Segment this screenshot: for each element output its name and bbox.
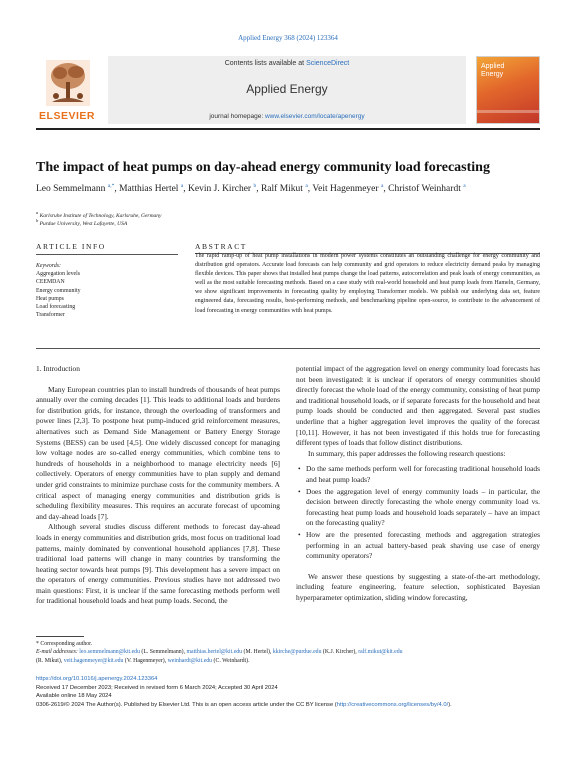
body-paragraph: We answer these questions by suggesting a state-of-the-art methodology, including feature engineering, feature selection, sophisticated Bayesian hyperparameter optimization, sliding window forecasting, bbox=[296, 571, 540, 602]
author[interactable]: Kevin J. Kircher $^b$ bbox=[188, 183, 257, 195]
list-item: • Does the aggregation level of energy community loads – in particular, the decision between directly forecasting the whole energy community load vs. forecasting heat pump loads and household loads separately – have an impact on the forecasting quality? bbox=[296, 487, 540, 529]
author[interactable]: Ralf Mikut $^a$ bbox=[260, 183, 308, 195]
list-item: • Do the same methods perform well for forecasting traditional household loads and heat pump loads? bbox=[296, 464, 540, 485]
keywords-label: Keywords: bbox=[36, 263, 61, 269]
affiliation: $^a$ Karlsruhe Institute of Technology, Karlsruhe, Germany bbox=[36, 210, 162, 219]
affiliation: $^b$ Purdue University, West Lafayette, USA bbox=[36, 218, 128, 227]
footnote-rule bbox=[36, 636, 84, 637]
article-title: The impact of heat pumps on day-ahead energy community load forecasting bbox=[36, 160, 490, 175]
keyword: Energy community bbox=[36, 287, 81, 294]
journal-reference[interactable]: Applied Energy 368 (2024) 123364 bbox=[238, 34, 338, 42]
email-addresses: E-mail addresses: leo.semmelmann@kit.edu (L. Semmelmann), matthias.hertel@kit.edu (M. Hertel), kkirche@purdue.edu (K.J. Kircher), ralf.mikut@kit.edu (R. Mikut), veit.hagenmeyer@kit.edu (V. Hagenmeyer), weinhardt@kit.edu (C. Weinhardt). bbox=[36, 649, 403, 664]
contents-line bbox=[108, 60, 466, 67]
body-column-right bbox=[296, 364, 540, 603]
homepage-prefix: journal homepage: bbox=[209, 113, 265, 120]
homepage-line bbox=[108, 113, 466, 120]
body-paragraph: Although several studies discuss different methods to forecast day-ahead loads in energy communities and distribution grids, most focus on traditional load patterns, mainly dominated by conventional household appliances [7,8]. These traditional load patterns will change in many countries by transforming the heating sector towards heat pumps [9]. This development has a severe impact on the operators of energy communities. Previous studies have not addressed two main questions: First, it is unclear if the same forecasting methods perform well for traditional household loads and heat pump loads. Second, the bbox=[36, 522, 280, 606]
section-heading-introduction: 1. Introduction bbox=[36, 364, 80, 373]
author[interactable]: Veit Hagenmeyer $^a$ bbox=[312, 183, 384, 195]
elsevier-logo[interactable] bbox=[36, 60, 98, 122]
doi-link[interactable]: https://doi.org/10.1016/j.apenergy.2024.123364 bbox=[36, 676, 158, 682]
keywords-block bbox=[36, 262, 176, 319]
cover-stripe bbox=[477, 110, 540, 113]
email-link[interactable]: veit.hagenmeyer@kit.edu bbox=[63, 657, 124, 664]
keyword: Load forecasting bbox=[36, 304, 76, 311]
received-dates: Received 17 December 2023; Received in revised form 6 March 2024; Accepted 30 April 2024 bbox=[36, 684, 278, 691]
publication-info bbox=[36, 675, 540, 709]
article-info-heading: ARTICLE INFO bbox=[36, 242, 106, 251]
journal-header bbox=[36, 56, 540, 124]
body-paragraph: In summary, this paper addresses the following research questions: bbox=[308, 448, 506, 458]
list-item: • How are the presented forecasting methods and aggregation strategies performing in an actual battery-based peak shaving use case of energy community operators? bbox=[296, 530, 540, 562]
corresponding-author-note: * Corresponding author. bbox=[36, 641, 93, 647]
journal-title: Applied Energy bbox=[246, 82, 328, 96]
contents-prefix: Contents lists available at bbox=[224, 60, 307, 67]
keyword: Transformer bbox=[36, 312, 65, 319]
license-link[interactable]: http://creativecommons.org/licenses/by/4.0/ bbox=[336, 701, 449, 708]
license-line: 0306-2619/© 2024 The Author(s). Published by Elsevier Ltd. This is an open access article under the CC BY license (http://creativecommons.org/licenses/by/4.0/). bbox=[36, 701, 452, 708]
cover-title-line-1: Applied bbox=[481, 63, 505, 70]
email-label: E-mail addresses: bbox=[36, 649, 78, 656]
body-paragraph: potential impact of the aggregation level on energy community load forecasts has not been investigated: it is unclear if operators of energy communities should directly forecast the whole load of the energy community, consisting of heat pump and traditional household loads, or if separate forecasts for the household and heat pump loads should be conducted and then aggregated. Several past studies underline that a higher aggregation level improves the quality of the forecast [10,11]. However, it has not been investigated if this holds true for forecasting different types of loads that follow distinct distributions. bbox=[296, 364, 540, 448]
publisher-name: ELSEVIER bbox=[39, 110, 95, 122]
available-online: Available online 18 May 2024 bbox=[36, 693, 112, 700]
elsevier-tree-icon bbox=[46, 60, 90, 106]
abstract-heading: ABSTRACT bbox=[195, 242, 247, 251]
body-column-left bbox=[36, 364, 280, 607]
journal-cover-image[interactable] bbox=[476, 56, 540, 124]
email-link[interactable]: weinhardt@kit.edu bbox=[167, 657, 213, 664]
footnotes bbox=[36, 640, 540, 665]
email-link[interactable]: kkirche@purdue.edu bbox=[272, 649, 322, 656]
article-info-rule bbox=[36, 254, 178, 255]
author[interactable]: Leo Semmelmann $^{a,*}$ bbox=[36, 183, 115, 195]
research-questions-list bbox=[296, 464, 540, 561]
body-paragraph: Many European countries plan to install hundreds of thousands of heat pumps annually over the coming decades [1]. This leads to additional loads and burdens for distribution grids, for instance, through the overloading of transformers and power lines [2,3]. To postpone heat pump-induced grid reinforcement measures, alternatives such as Demand Side Management or Battery Energy Storage Systems (BESS) can be used [4,5]. One widely discussed concept for managing low voltage nodes are so-called energy communities, which combine tens to hundreds of households in a neighborhood to manage electricity needs [6] collectively. Operators of energy communities have to plan supply and demand under grid constraints to minimize purchase costs for the community members. A critical aspect of managing energy communities and distribution grids is scheduling flexibility measures. This requires an accurate forecast of upcoming and day-ahead loads [7]. bbox=[36, 384, 280, 521]
author-list: Leo Semmelmann $^{a,*}$, Matthias Hertel $^a$, Kevin J. Kircher $^b$, Ralf Mikut $^a$, Veit Hagenmeyer $^a$, Christof Weinhardt $^a$ bbox=[36, 183, 466, 195]
header-divider bbox=[36, 128, 540, 130]
abstract-bottom-rule bbox=[36, 348, 540, 349]
journal-banner bbox=[108, 56, 466, 124]
email-link[interactable]: leo.semmelmann@kit.edu bbox=[79, 649, 140, 656]
author[interactable]: Christof Weinhardt $^a$ bbox=[388, 183, 466, 195]
sciencedirect-link[interactable]: ScienceDirect bbox=[306, 60, 350, 67]
cover-title-line-2: Energy bbox=[481, 71, 504, 78]
abstract-text: The rapid ramp-up of heat pump installations in modern power systems constitutes an outstanding challenge for energy community and distribution grid operators. Accurate load forecasts can help community and grid operators to reduce electricity demand peaks by managing flexible devices. This paper shows that installed heat pumps change the load patterns, autocorrelation and peak loads of energy communities, as well as the most suitable forecasting methods. Based on a case study with real-world household and heat pump loads from Hameln, Germany, we show significant improvements in forecasting quality by employing Transformer models. We publish our underlying data set, feature engineered data, forecasting results, best-performing methods, and benchmarking pipeline open-source, to contribute to the advancement of load forecasting in energy communities with heat pumps. bbox=[195, 253, 540, 314]
cover-title bbox=[481, 63, 504, 79]
email-link[interactable]: matthias.hertel@kit.edu bbox=[186, 649, 243, 656]
journal-homepage-link[interactable]: www.elsevier.com/locate/apenergy bbox=[264, 113, 365, 120]
email-link[interactable]: ralf.mikut@kit.edu bbox=[358, 649, 403, 656]
keyword: Heat pumps bbox=[36, 295, 64, 302]
author[interactable]: Matthias Hertel $^a$ bbox=[119, 183, 184, 195]
keyword: CEEMDAN bbox=[36, 279, 65, 286]
keyword: Aggregation levels bbox=[36, 271, 80, 278]
